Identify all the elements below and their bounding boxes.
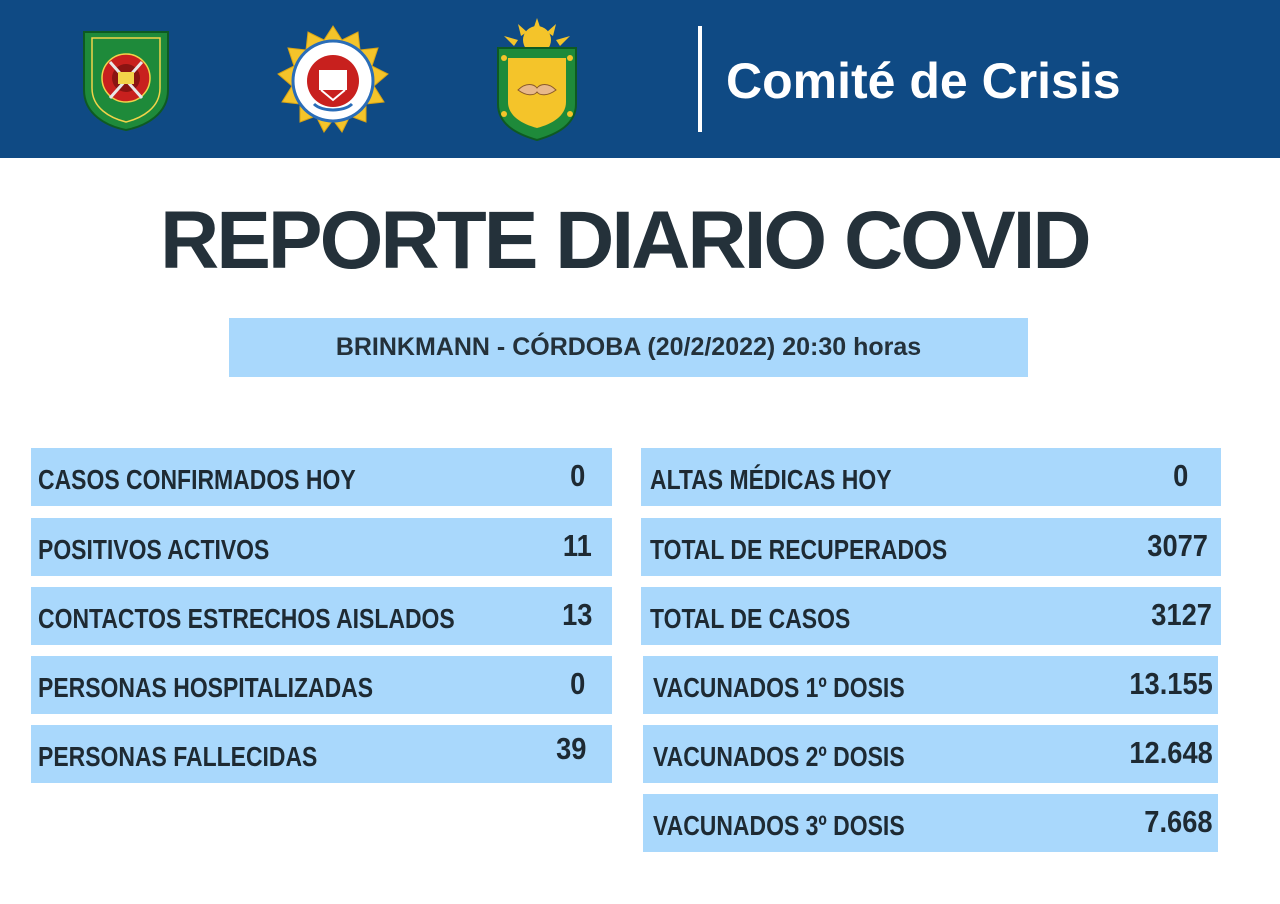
stat-row-positivos-activos — [31, 518, 612, 576]
stat-value: 3077 — [1147, 528, 1208, 563]
stat-value: 11 — [563, 528, 592, 563]
stat-row-vacunados-3-dosis — [643, 794, 1218, 852]
stat-value: 13 — [561, 597, 592, 632]
location-date-text: BRINKMANN - CÓRDOBA (20/2/2022) 20:30 horas — [335, 333, 922, 361]
stat-value: 3127 — [1151, 597, 1212, 632]
stat-label: PERSONAS HOSPITALIZADAS — [38, 672, 374, 703]
stat-value: 0 — [569, 666, 585, 701]
stat-label: ALTAS MÉDICAS HOY — [650, 464, 892, 495]
stat-label: PERSONAS FALLECIDAS — [38, 741, 318, 772]
stat-row-total-de-casos — [641, 587, 1221, 645]
stat-label: POSITIVOS ACTIVOS — [38, 534, 270, 565]
stat-label: TOTAL DE CASOS — [650, 603, 851, 634]
stat-label: CONTACTOS ESTRECHOS AISLADOS — [38, 603, 455, 634]
stat-label: CASOS CONFIRMADOS HOY — [38, 464, 356, 495]
stat-label: VACUNADOS 2º DOSIS — [653, 741, 905, 772]
stat-value: 0 — [569, 458, 585, 493]
location-date-banner — [229, 318, 1028, 377]
report-title: REPORTE DIARIO COVID — [160, 195, 1089, 286]
stat-row-personas-fallecidas — [31, 725, 612, 783]
stat-value: 39 — [555, 731, 586, 766]
header-divider — [698, 26, 702, 132]
stat-row-contactos-estrechos-aislados — [31, 587, 612, 645]
stat-value: 12.648 — [1129, 735, 1213, 770]
stat-row-altas-medicas-hoy — [641, 448, 1221, 506]
stat-row-total-de-recuperados — [641, 518, 1221, 576]
municipal-shield-icon — [494, 18, 580, 142]
stat-label: VACUNADOS 1º DOSIS — [653, 672, 905, 703]
header-title: Comité de Crisis — [726, 53, 1121, 109]
firefighters-badge-icon — [80, 28, 172, 132]
stat-label: TOTAL DE RECUPERADOS — [650, 534, 948, 565]
stat-row-personas-hospitalizadas — [31, 656, 612, 714]
stat-label: VACUNADOS 3º DOSIS — [653, 810, 905, 841]
police-seal-icon — [276, 24, 390, 138]
header-banner — [0, 0, 1280, 158]
stat-value: 13.155 — [1129, 666, 1213, 701]
stat-value: 0 — [1172, 458, 1188, 493]
stat-row-vacunados-2-dosis — [643, 725, 1218, 783]
stat-row-casos-confirmados-hoy — [31, 448, 612, 506]
stat-row-vacunados-1-dosis — [643, 656, 1218, 714]
stat-value: 7.668 — [1144, 804, 1213, 839]
